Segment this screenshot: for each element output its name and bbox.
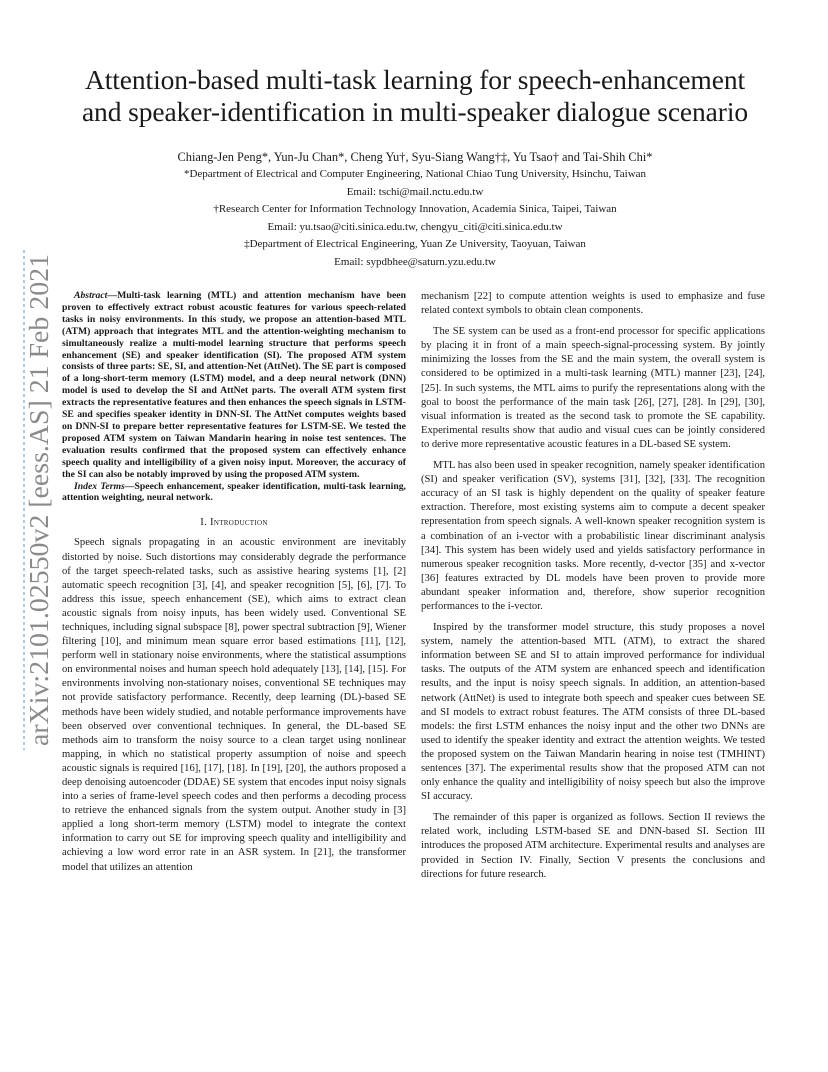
title-line-1: Attention-based multi-task learning for speech-enhancement	[84, 64, 746, 95]
right-column	[421, 290, 765, 882]
arxiv-identifier: arXiv:2101.02550v2 [eess.AS] 21 Feb 2021	[24, 269, 54, 746]
intro-paragraph-4: Inspired by the transformer model structure, this study proposes a novel system, namely the attention-based MTL (ATM), to extract the shared information between SE and SI to attain improved performance for individual tasks. The outputs of the ATM system are enhanced speech and identification results, and the input is noisy speech signals. In addition, an attention-based network (AttNet) is used to integrate both speech and speaker cues between SE and SI models to extract robust features. The ATM consists of three DL-based models: the first LSTM enhances the noisy input and the other two DNNs are used to identify the speaker identity and extract the attention weights. We tested the proposed system on the Taiwan Mandarin hearing in noise test (TMHINT) sentences [37]. The experimental results show that the proposed ATM can not only enhance the quality and intelligibility of noisy speech but also the improve SI accuracy.	[421, 622, 765, 803]
affiliations	[70, 166, 760, 271]
left-column	[62, 290, 406, 875]
abstract	[62, 290, 406, 481]
paper-title	[70, 64, 760, 128]
index-terms-text: —Speech enhancement, speaker identification, multi-task learning, attention weighting, neural network.	[62, 480, 406, 504]
affiliation-3: ‡Department of Electrical Engineering, Yuan Ze University, Taoyuan, Taiwan	[244, 238, 586, 250]
intro-paragraph-2: The SE system can be used as a front-end processor for specific applications by placing it in front of a main speech-signal-processing system. By jointly minimizing the losses from the SE and the main system, the overall system is considered to be optimized in a multi-task learning (MTL) manner [23], [24], [25]. In such systems, the MTL aims to purify the representations along with the goal to boost the performance of the main task [26], [27], [28]. In [29], [30], visual information is treated as the second task to promote the SE capability. Experimental results show that audio and visual cues can be jointly considered to derive more representative acoustic features in a DL-based SE system.	[421, 326, 765, 450]
arxiv-side-stamp	[20, 250, 54, 750]
intro-paragraph-continued: mechanism [22] to compute attention weights is used to emphasize and fuse related context symbols to obtain clean components.	[421, 291, 765, 317]
affiliation-1: *Department of Electrical and Computer Engineering, National Chiao Tung University, Hsinchu, Taiwan	[183, 168, 647, 180]
email-2: Email: yu.tsao@citi.sinica.edu.tw, chengyu_citi@citi.sinica.edu.tw	[267, 220, 563, 233]
email-3: Email: sypdbhee@saturn.yzu.edu.tw	[334, 255, 496, 268]
intro-paragraph-1: Speech signals propagating in an acoustic environment are inevitably distorted by noise. Such distortions may considerably degrade the performance of the target speech-related tasks, such as assistive hearing systems [1], [2] automatic speech recognition [3], [4], and speaker recognition [5], [6], [7]. To address this issue, speech enhancement (SE), which aims to extract clean acoustic signals from noisy inputs, has been widely used. Conventional SE techniques, including signal subspace [8], power spectral subtraction [9], Wiener filtering [10], and minimum mean square error based estimations [11], [12], perform well in stationary noise environments, where the statistical assumptions on environmental noises and human speech hold adequately [13], [14], [15]. For environments involving non-stationary noises, conventional SE techniques may not provide satisfactory performance. Recently, deep learning (DL)-based SE methods have been widely studied, and notable performance improvements have been observed over conventional techniques. In general, the DL-based SE methods aim to transform the noisy source to a clean target using nonlinear mapping, in which no statistical property assumption of noise and speech acoustic signals is required [16], [17], [18]. In [19], [20], the authors proposed a deep denoising autoencoder (DDAE) SE system that encodes input noisy signals into a series of frame-level speech codes and then performs a decoding process to retrieve the enhanced signals from the system output. Another study in [3] applied a long short-term memory (LSTM) model to integrate the context information to carry out SE for improving speech quality and intelligibility and achieving a low word error rate in an ASR system. In [21], the transformer model that utilizes an attention	[62, 537, 406, 873]
abstract-text: —Multi-task learning (MTL) and attention mechanism have been proven to effectively extract robust acoustic features for various speech-related tasks in noisy environments. In this study, we propose an attention-based MTL (ATM) approach that integrates MTL and the attention-weighting mechanism to simultaneously realize a multi-model learning structure that performs speech enhancement (SE) and speaker identification (SI). The proposed ATM system consists of three parts: SE, SI, and attention-Net (AttNet). The SE part is composed of a long-short-term memory (LSTM) model, and a deep neural network (DNN) model is used to develop the SI and AttNet parts. The overall ATM system first extracts the representative features and then enhances the speech signals in LSTM-SE and specifies speaker identity in DNN-SI. The AttNet computes weights based on DNN-SI to prepare better representative features for LSTM-SE. We tested the proposed ATM system on Taiwan Mandarin hearing in noise test sentences. The evaluation results confirmed that the proposed system can effectively enhance speech quality and intelligibility of a given noisy input. Moreover, the accuracy of the SI can also be notably improved by using the proposed ATM system.	[62, 290, 406, 480]
section-heading: I. Introduction	[200, 517, 268, 529]
intro-paragraph-5: The remainder of this paper is organized as follows. Section II reviews the related work, including LSTM-based SE and DNN-based SI. Section III introduces the proposed ATM architecture. Experimental results and analyses are provided in Section IV. Finally, Section V presents the conclusions and directions for future research.	[421, 812, 765, 880]
title-line-2: and speaker-identification in multi-speaker dialogue scenario	[81, 96, 749, 127]
email-1: Email: tschi@mail.nctu.edu.tw	[346, 185, 484, 198]
abstract-label: Abstract	[74, 290, 108, 301]
author-list: Chiang-Jen Peng*, Yun-Ju Chan*, Cheng Yu†, Syu-Siang Wang†‡, Yu Tsao† and Tai-Shih Chi*	[177, 150, 653, 164]
index-terms	[62, 481, 406, 505]
intro-paragraph-3: MTL has also been used in speaker recognition, namely speaker identification (SI) and speaker verification (SV), systems [31], [32], [33]. The recognition accuracy of an SI task is highly dependent on the quality of speaker feature extraction. Therefore, most existing systems aim to compute a decent speaker representation from speech signals. A well-known speaker recognition system is a combination of an i-vector with a probabilistic linear discriminant analysis [34]. This system has been widely used and yields satisfactory performance in numerous speaker recognition tasks. More recently, d-vector [35] and x-vector [36] features extracted by DL models have been proven to provide more abundant speaker information and, therefore, show superior recognition performances to the i-vector.	[421, 460, 765, 612]
affiliation-2: †Research Center for Information Technology Innovation, Academia Sinica, Taipei, Taiwan	[213, 203, 617, 215]
index-terms-label: Index Terms	[74, 480, 125, 492]
